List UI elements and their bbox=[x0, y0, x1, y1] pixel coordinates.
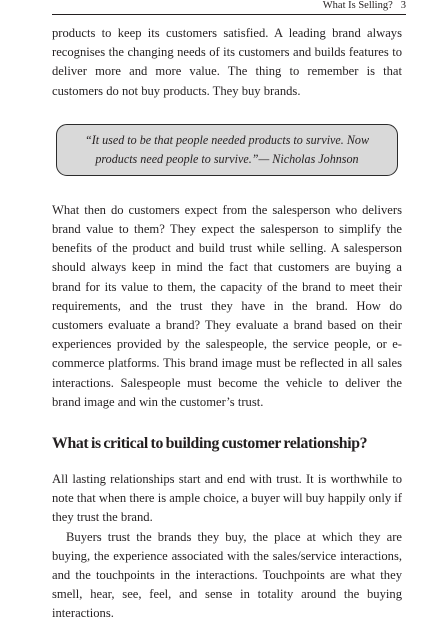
page-body bbox=[52, 24, 402, 624]
body-paragraph: products to keep its customers satisfied. A leading brand always recognises the changing needs of its customers and builds features to deliver more and more value. The thing to remember is that customers do not buy products. They buy brands. bbox=[52, 26, 402, 98]
running-head-title: What Is Selling? bbox=[322, 0, 393, 11]
page-number: 3 bbox=[400, 0, 406, 11]
body-paragraph: What then do customers expect from the salesperson who delivers brand value to them? They expect the salesperson to simplify the benefits of the product and build trust while selling. A salesperson should always keep in mind the fact that customers are buying a brand for its value to them, the capacity of the brand to meet their requirements, and the trust they have in the brand. How do customers evaluate a brand? They evaluate a brand based on their experiences provided by the salespeople, the service people, or e-commerce platforms. This brand image must be reflected in all sales interactions. Salespeople must become the vehicle to deliver the brand image and win the customer’s trust. bbox=[52, 202, 402, 409]
body-paragraph: All lasting relationships start and end with trust. It is worthwhile to note that when there is ample choice, a buyer will buy happily only if they trust the brand. bbox=[52, 472, 402, 525]
pull-quote-box bbox=[56, 124, 398, 176]
running-head bbox=[52, 0, 406, 15]
section-heading: What is critical to building customer relationship? bbox=[52, 435, 368, 453]
pull-quote-text: “It used to be that people needed products to survive. Now products need people to survive.”— Nicholas Johnson bbox=[84, 132, 370, 166]
body-paragraph: Buyers trust the brands they buy, the place at which they are buying, the experience associated with the sales/service interactions, and the touchpoints in the interactions. Touchpoints are what they smell, hear, see, feel, and sense in totality around the buying interactions. bbox=[52, 529, 402, 621]
